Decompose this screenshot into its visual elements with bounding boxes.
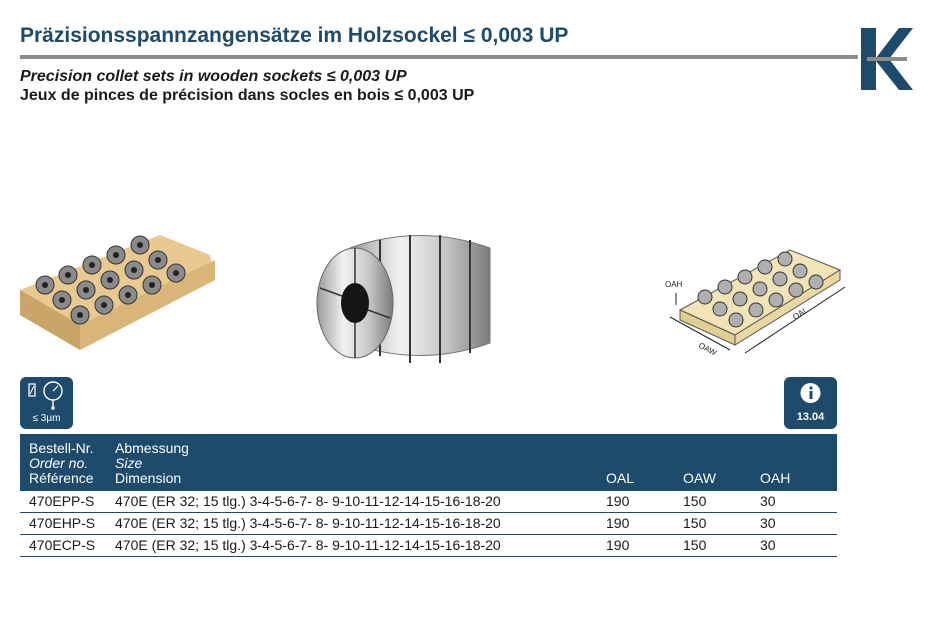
page-title: Präzisionsspannzangensätze im Holzsockel ≤ 0,003 UP [20,24,569,47]
header-dim-de: Abmessung [115,440,189,456]
cell-oaw: 150 [683,537,707,553]
cell-oah: 30 [760,515,776,531]
cell-order: 470EHP-S [29,515,96,531]
table-row [20,513,837,535]
info-badge[interactable] [784,377,837,429]
cell-oal: 190 [606,493,630,509]
cell-dimension: 470E (ER 32; 15 tlg.) 3-4-5-6-7- 8- 9-10-11-12-14-15-16-18-20 [115,493,501,509]
table-header [20,434,837,491]
cell-oaw: 150 [683,515,707,531]
cell-oal: 190 [606,537,630,553]
header-divider [20,55,858,59]
header-oal: OAL [606,470,635,486]
brand-logo [861,28,913,90]
product-photo-socket [20,215,215,375]
cell-dimension: 470E (ER 32; 15 tlg.) 3-4-5-6-7- 8- 9-10-11-12-14-15-16-18-20 [115,515,501,531]
diagram-label-oah: OAH [665,280,683,289]
info-page-ref: 13.04 [796,411,825,423]
gauge-icon [20,377,73,413]
header-order-en: Order no. [29,455,89,471]
header-oaw: OAW [683,470,716,486]
table-row [20,491,837,513]
header-oah: OAH [760,470,791,486]
cell-order: 470ECP-S [29,537,96,553]
cell-dimension: 470E (ER 32; 15 tlg.) 3-4-5-6-7- 8- 9-10-11-12-14-15-16-18-20 [115,537,501,553]
cell-oah: 30 [760,493,776,509]
cell-oaw: 150 [683,493,707,509]
product-photo-collet [310,218,500,378]
table-row [20,535,837,557]
tolerance-label: ≤ 3µm [32,413,61,424]
diagram-label-oal: OAL [791,305,810,322]
header-order-de: Bestell-Nr. [29,440,94,456]
header-order-fr: Référence [29,470,94,486]
header-dim-en: Size [115,455,143,471]
subtitle-french: Jeux de pinces de précision dans socles en bois ≤ 0,003 UP [20,87,475,104]
header-dim-fr: Dimension [115,470,182,486]
diagram-label-oaw: OAW [697,340,718,358]
subtitle-english: Precision collet sets in wooden sockets ≤ 0,003 UP [20,68,407,85]
cell-order: 470EPP-S [29,493,95,509]
cell-oah: 30 [760,537,776,553]
tolerance-badge [20,377,73,429]
info-icon [784,377,837,413]
cell-oal: 190 [606,515,630,531]
dimension-diagram [660,225,850,365]
